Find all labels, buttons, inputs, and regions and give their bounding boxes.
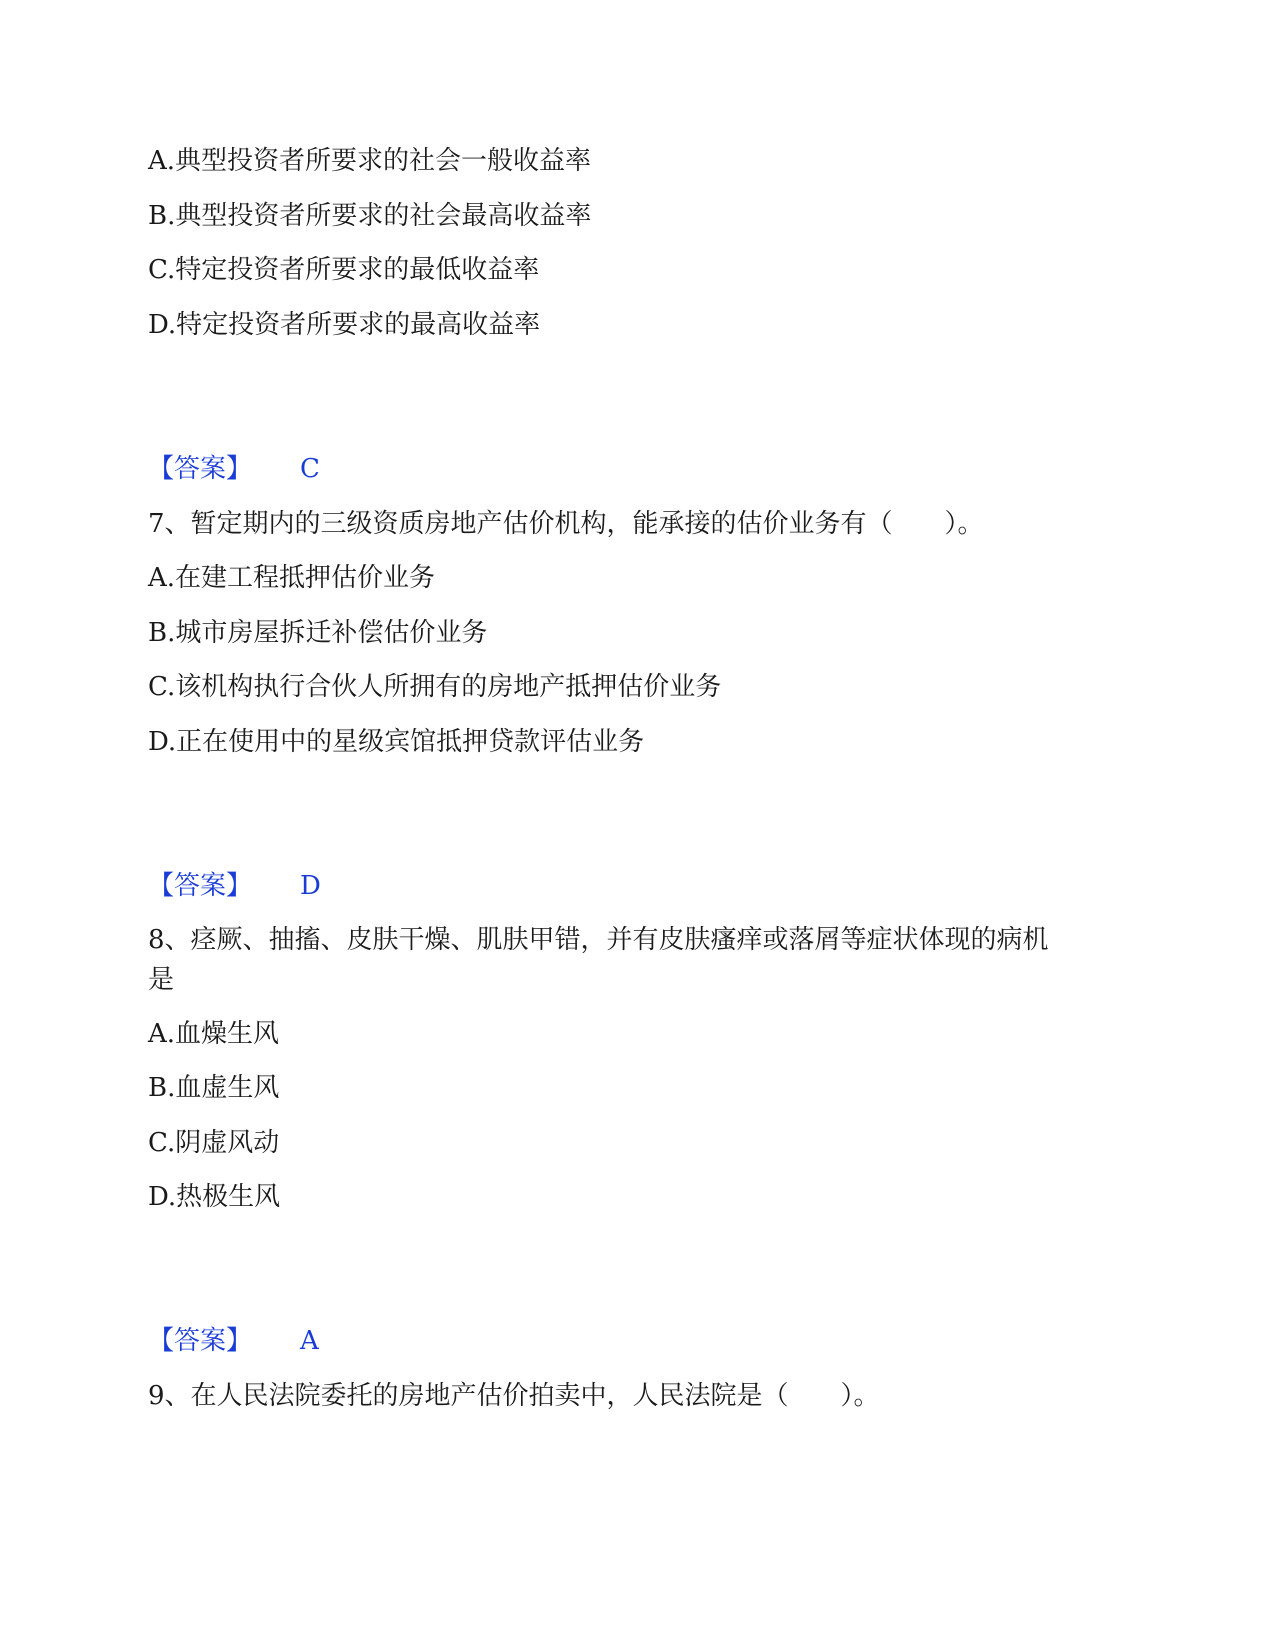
- q6-option-a: A.典型投资者所要求的社会一般收益率: [148, 146, 592, 176]
- answer-label: 【答案】: [148, 1326, 253, 1356]
- q9-question: 9、在人民法院委托的房地产估价拍卖中，人民法院是（ ）。: [148, 1381, 880, 1411]
- q7-option-c: C.该机构执行合伙人所拥有的房地产抵押估价业务: [148, 672, 722, 702]
- answer-value: C: [300, 454, 320, 484]
- q8-option-a: A.血燥生风: [148, 1019, 280, 1049]
- answer-label: 【答案】: [148, 871, 253, 901]
- q6-option-c: C.特定投资者所要求的最低收益率: [148, 255, 540, 285]
- q7-question: 7、暂定期内的三级资质房地产估价机构，能承接的估价业务有（ ）。: [148, 509, 984, 539]
- answer-value: D: [300, 871, 321, 901]
- q7-answer: [148, 869, 321, 903]
- q7-option-b: B.城市房屋拆迁补偿估价业务: [148, 618, 488, 648]
- q8-option-d: D.热极生风: [148, 1182, 281, 1212]
- q8-option-b: B.血虚生风: [148, 1073, 280, 1103]
- answer-label: 【答案】: [148, 454, 253, 484]
- q8-option-c: C.阴虚风动: [148, 1128, 280, 1158]
- q6-answer: [148, 452, 320, 486]
- q8-question: 8、痉厥、抽搐、皮肤干燥、肌肤甲错，并有皮肤瘙痒或落屑等症状体现的病机是: [148, 925, 1049, 995]
- q6-option-d: D.特定投资者所要求的最高收益率: [148, 310, 541, 340]
- q6-option-b: B.典型投资者所要求的社会最高收益率: [148, 201, 592, 231]
- q7-option-d: D.正在使用中的星级宾馆抵押贷款评估业务: [148, 727, 645, 757]
- q7-option-a: A.在建工程抵押估价业务: [148, 563, 436, 593]
- q8-answer: [148, 1324, 319, 1358]
- answer-value: A: [300, 1326, 319, 1356]
